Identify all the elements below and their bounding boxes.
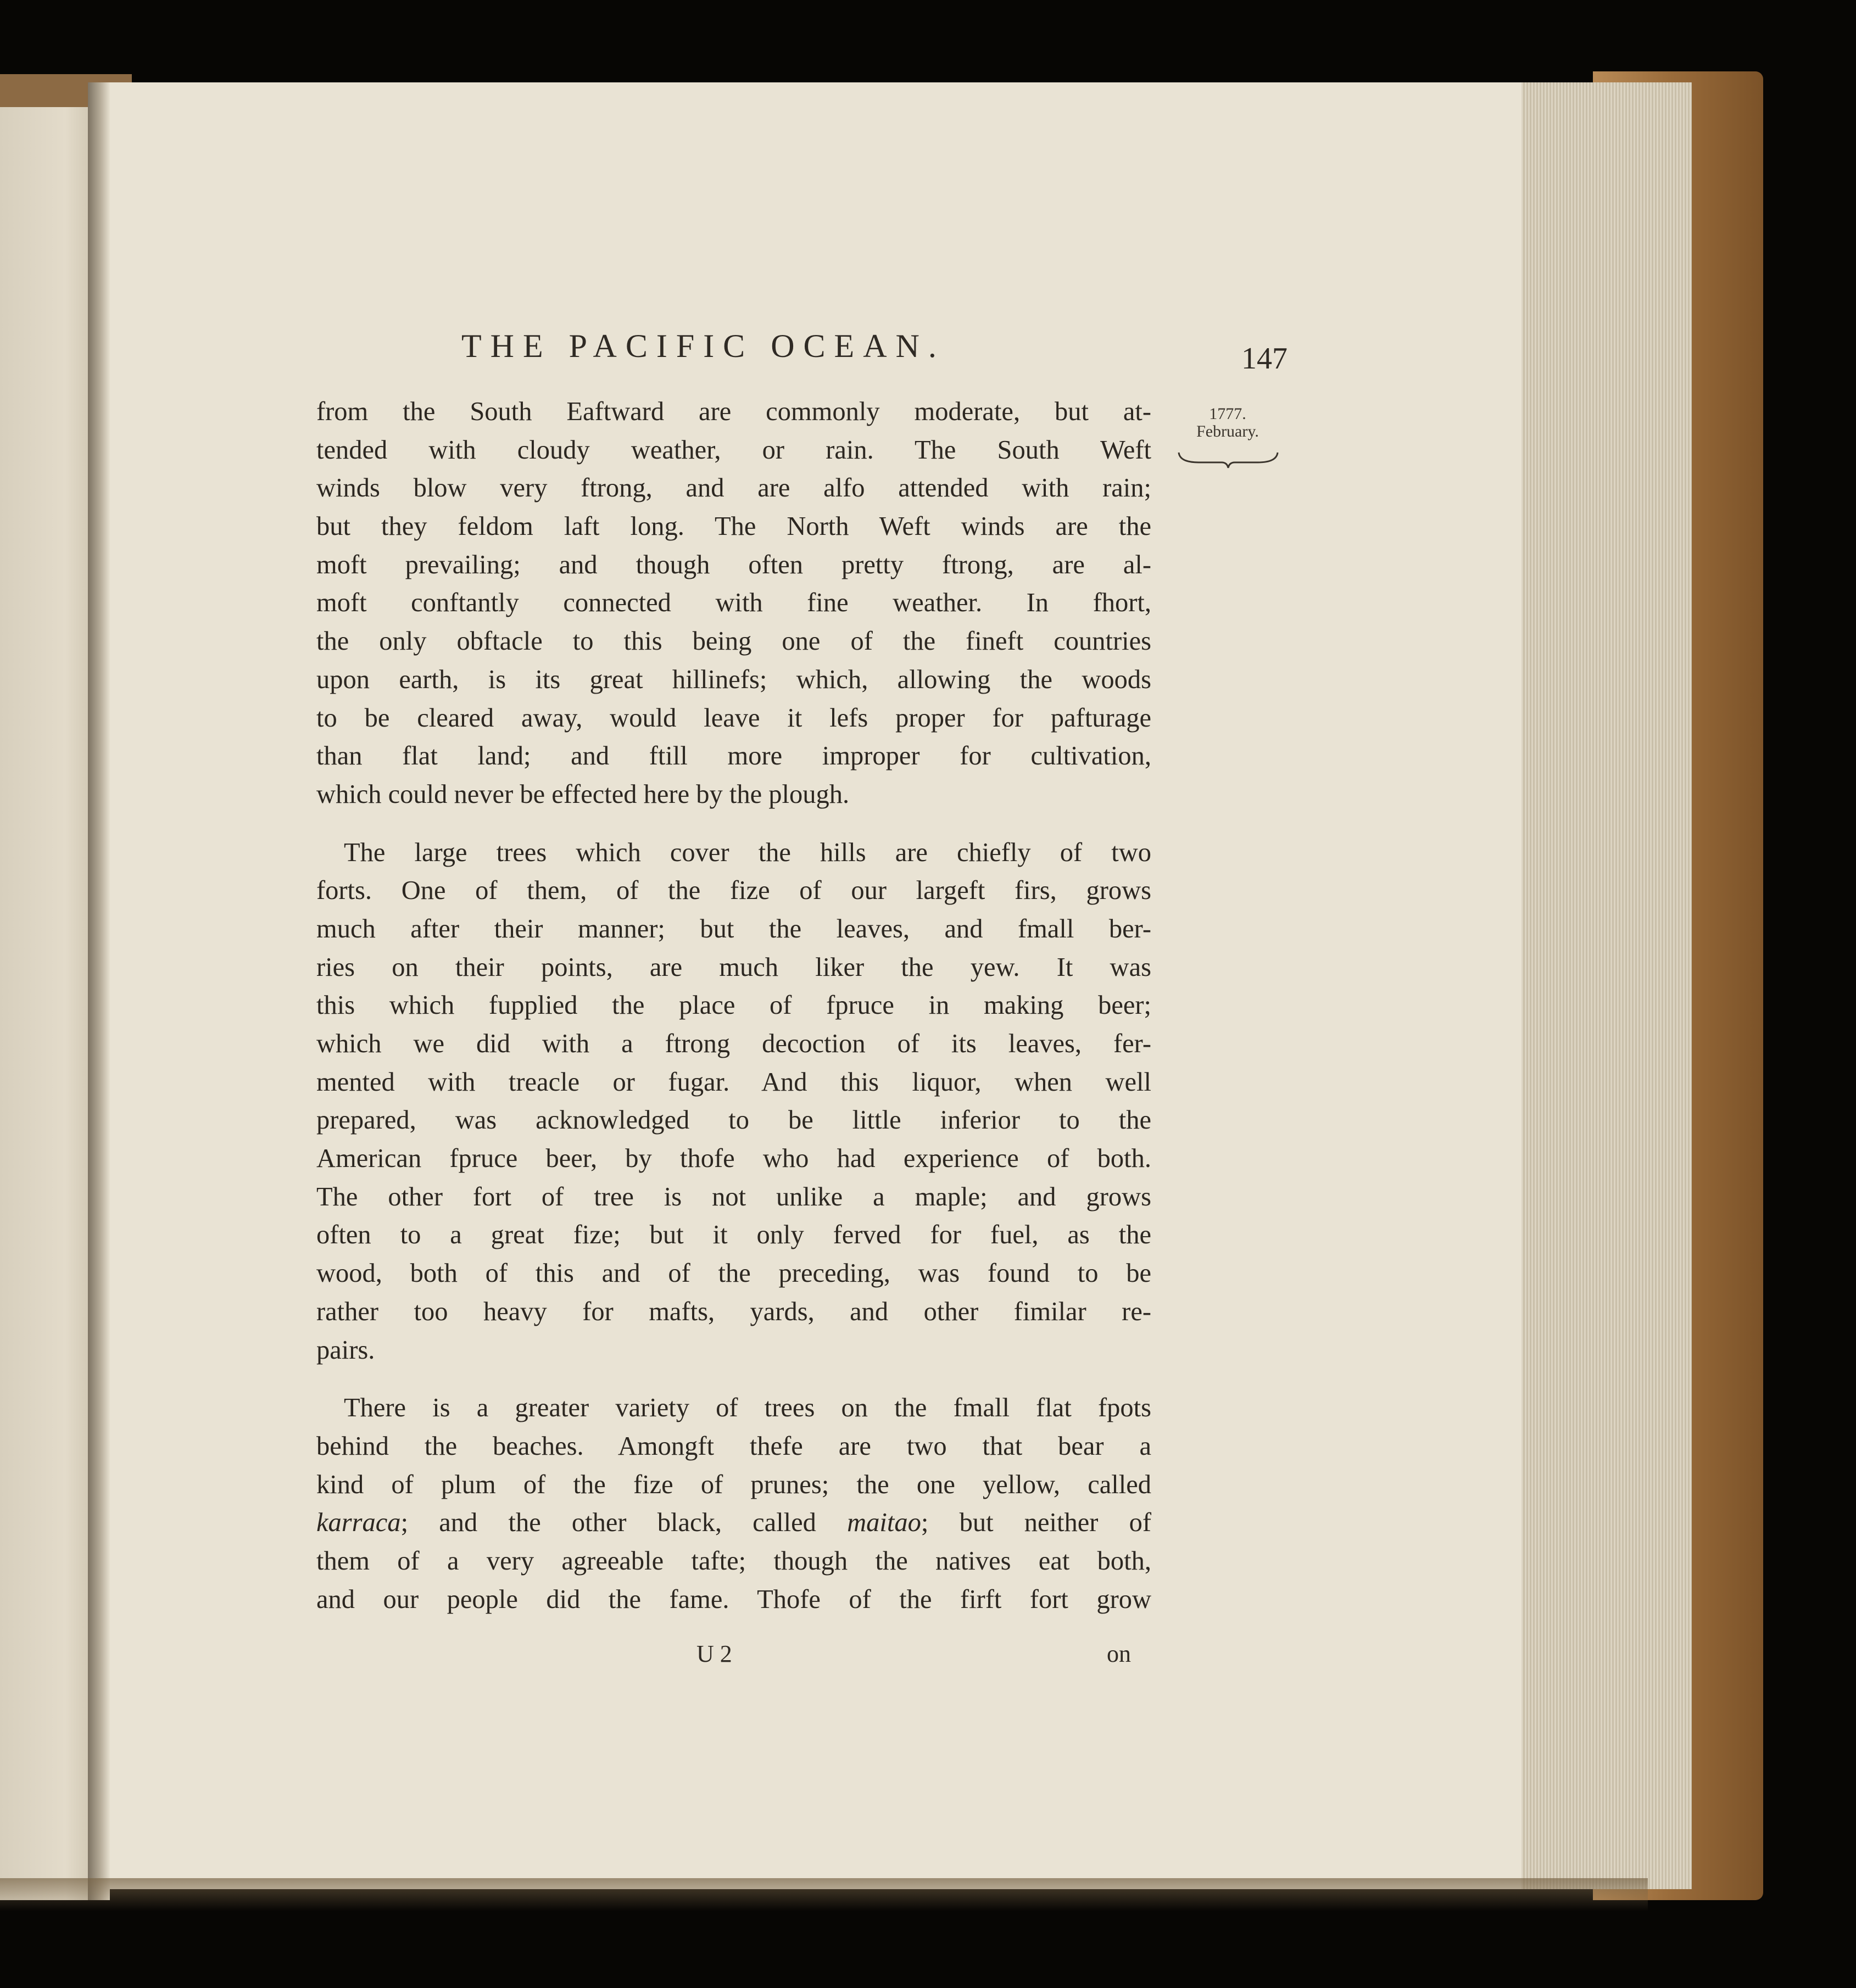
text-line: and our people did the fame. Thofe of the firft fort grow — [316, 1584, 1151, 1614]
text-line: than flat land; and ftill more improper for cultivation, — [316, 741, 1151, 771]
text-line — [316, 1389, 1151, 1427]
text-line: but they feldom laft long. The North Weft winds are the — [316, 512, 1151, 541]
text-line: them of a very agreeable tafte; though the natives eat both, — [316, 1546, 1151, 1576]
facing-page-edge — [0, 82, 93, 1900]
text-line — [316, 834, 1151, 872]
text-line: often to a great fize; but it only ferved for fuel, as the — [316, 1220, 1151, 1250]
text-line: to be cleared away, would leave it lefs proper for pafturage — [316, 703, 1151, 733]
body-text — [316, 393, 1151, 1618]
text-line — [316, 1504, 1151, 1542]
bottom-shadow — [0, 1878, 1648, 1911]
text-line: upon earth, is its great hillinefs; which, allowing the woods — [316, 664, 1151, 694]
signature-mark: U 2 — [696, 1640, 732, 1667]
margin-brace-icon — [1177, 450, 1280, 469]
text-line: The other fort of tree is not unlike a maple; and grows — [316, 1182, 1151, 1211]
paragraph — [316, 393, 1151, 814]
margin-date-note — [1175, 405, 1280, 440]
text-line: rather too heavy for mafts, yards, and other fimilar re- — [316, 1297, 1151, 1326]
text-fragment: ; but neither of — [921, 1508, 1152, 1538]
text-line: tended with cloudy weather, or rain. The South Weft — [316, 435, 1151, 465]
text-line: winds blow very ftrong, and are alfo attended with rain; — [316, 473, 1151, 503]
text-line: kind of plum of the fize of prunes; the one yellow, called — [316, 1470, 1151, 1499]
italic-term: karraca — [316, 1508, 401, 1538]
text-line: wood, both of this and of the preceding, was found to be — [316, 1259, 1151, 1288]
paragraph — [316, 1389, 1151, 1618]
text-fragment: ; and the other black, called — [400, 1508, 816, 1538]
margin-year: 1777. — [1209, 405, 1246, 423]
italic-term: maitao — [847, 1508, 921, 1538]
text-line: the only obftacle to this being one of the fineft countries — [316, 627, 1151, 656]
text-line: pairs. — [316, 1335, 375, 1365]
text-line: prepared, was acknowledged to be little inferior to the — [316, 1105, 1151, 1135]
catchword: on — [1107, 1640, 1131, 1667]
text-line: which could never be effected here by the plough. — [316, 779, 850, 809]
page-block-edges — [1505, 82, 1692, 1889]
text-line: mented with treacle or fugar. And this liquor, when well — [316, 1067, 1151, 1097]
text-line: behind the beaches. Amongft thefe are two that bear a — [316, 1431, 1151, 1461]
text-line-content: There is a greater variety of trees on the fmall flat fpots — [344, 1393, 1151, 1423]
running-head: THE PACIFIC OCEAN. — [461, 328, 945, 364]
text-line: American fpruce beer, by thofe who had experience of both. — [316, 1144, 1151, 1174]
text-line: ries on their points, are much liker the yew. It was — [316, 952, 1151, 982]
text-line-content: The large trees which cover the hills are chiefly of two — [344, 837, 1151, 867]
text-line: much after their manner; but the leaves, and fmall ber- — [316, 914, 1151, 943]
text-line: from the South Eaftward are commonly moderate, but at- — [316, 397, 1151, 426]
text-line: moft prevailing; and though often pretty ftrong, are al- — [316, 550, 1151, 579]
text-line: this which fupplied the place of fpruce in making beer; — [316, 991, 1151, 1020]
text-line: forts. One of them, of the fize of our largeft firs, grows — [316, 876, 1151, 906]
book-gutter — [88, 82, 110, 1900]
text-line: moft conftantly connected with fine weather. In fhort, — [316, 588, 1151, 618]
paragraph — [316, 834, 1151, 1370]
text-line: which we did with a ftrong decoction of its leaves, fer- — [316, 1029, 1151, 1058]
page-number: 147 — [1241, 342, 1288, 376]
margin-month: February. — [1196, 422, 1259, 440]
